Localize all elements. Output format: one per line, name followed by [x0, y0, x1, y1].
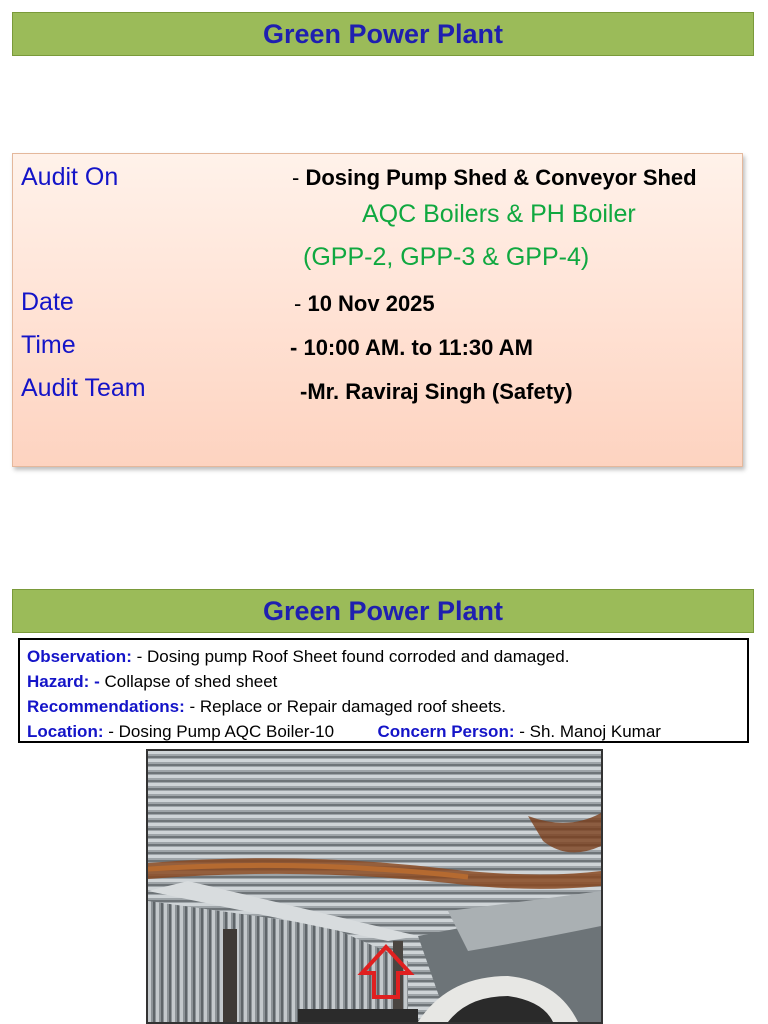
audit-on-text: Dosing Pump Shed & Conveyor Shed: [305, 165, 697, 190]
recommendations-text: - Replace or Repair damaged roof sheets.: [184, 697, 507, 716]
recommendations-line: [27, 694, 740, 719]
hazard-text: Collapse of shed sheet: [99, 672, 278, 691]
banner-title: Green Power Plant: [262, 18, 504, 49]
audit-on-label: Audit On: [21, 163, 119, 191]
location-line: [27, 719, 740, 744]
date-dash: -: [294, 291, 302, 316]
observation-line: [27, 644, 740, 669]
header-banner: [12, 12, 754, 56]
audit-on-line2: AQC Boilers & PH Boiler: [362, 200, 636, 228]
observation-key: Observation:: [27, 647, 132, 666]
date-value: [294, 291, 435, 317]
observation-box: [18, 638, 749, 743]
recommendations-key: Recommendations:: [27, 697, 185, 716]
audit-team-value: [300, 379, 573, 405]
audit-on-value: [292, 165, 697, 191]
date-label: Date: [21, 288, 74, 316]
roof-sheet-photo: [146, 749, 603, 1024]
concern-key: Concern Person:: [377, 722, 515, 741]
roof-sheet-image: [148, 751, 601, 1022]
team-dash: -: [300, 379, 308, 404]
location-key: Location:: [27, 722, 104, 741]
time-text: 10:00 AM. to 11:30 AM: [303, 335, 533, 360]
concern-text: - Sh. Manoj Kumar: [514, 722, 661, 741]
date-text: 10 Nov 2025: [307, 291, 435, 316]
audit-on-dash: -: [292, 165, 300, 190]
section-banner: [12, 589, 754, 633]
location-text: - Dosing Pump AQC Boiler-10: [103, 722, 335, 741]
section-banner-title: Green Power Plant: [262, 595, 504, 626]
time-label: Time: [21, 331, 76, 359]
hazard-key: Hazard: -: [27, 672, 100, 691]
observation-text: - Dosing pump Roof Sheet found corroded and damaged.: [131, 647, 570, 666]
team-text: Mr. Raviraj Singh (Safety): [307, 379, 573, 404]
audit-team-label: Audit Team: [21, 374, 146, 402]
time-dash: -: [290, 335, 298, 360]
audit-details-box: [12, 153, 743, 467]
time-value: [290, 335, 533, 361]
audit-on-line3: (GPP-2, GPP-3 & GPP-4): [303, 243, 590, 271]
hazard-line: [27, 669, 740, 694]
